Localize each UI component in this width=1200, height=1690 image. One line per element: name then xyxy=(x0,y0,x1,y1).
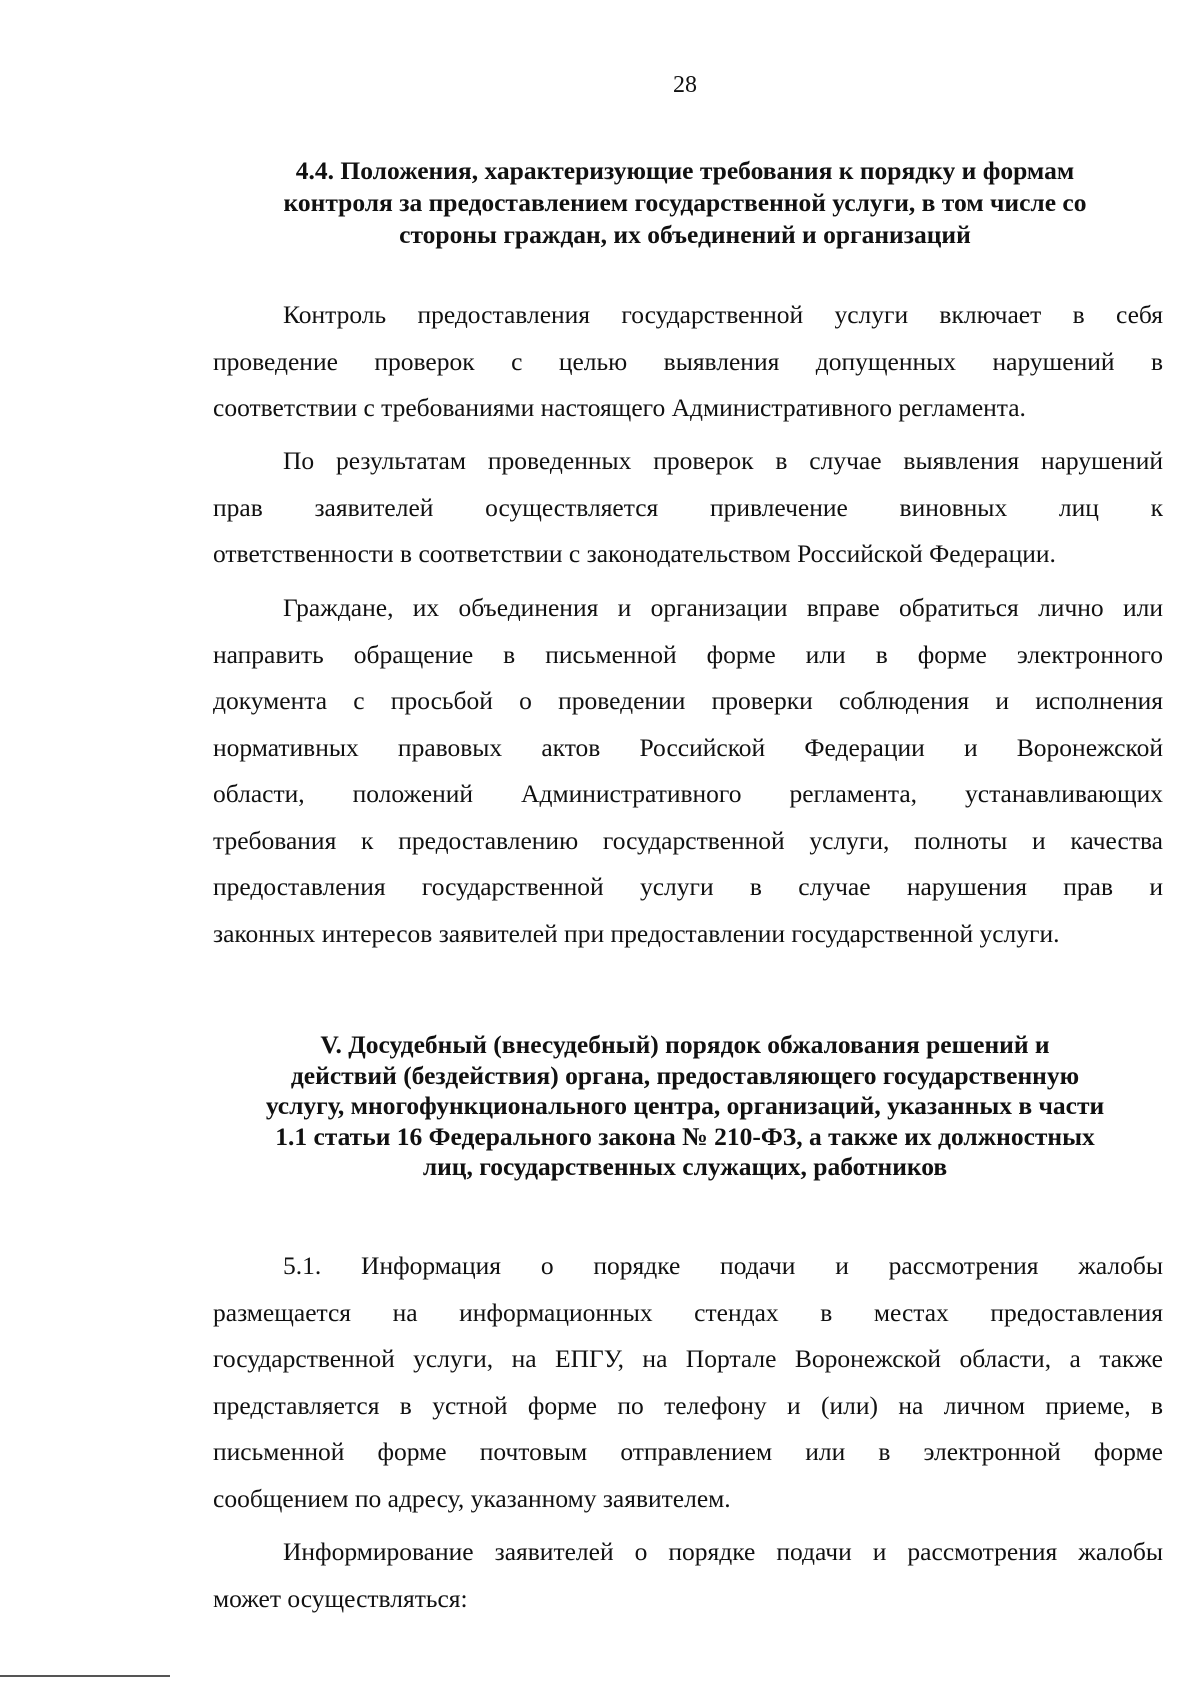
heading-line: V. Досудебный (внесудебный) порядок обжалования решений и xyxy=(320,1030,1050,1059)
text-line: проведение проверок с целью выявления допущенных нарушений в xyxy=(213,346,1163,376)
heading-line: лиц, государственных служащих, работников xyxy=(422,1152,948,1181)
paragraph-informing xyxy=(213,1529,1163,1622)
text-line: Граждане, их объединения и организации вправе обратиться лично или xyxy=(283,593,1163,622)
heading-line: 1.1 статьи 16 Федерального закона № 210-ФЗ, а также их должностных xyxy=(275,1121,1095,1151)
text-line: документа с просьбой о проведении проверки соблюдения и исполнения xyxy=(213,686,1163,715)
heading-line: услугу, многофункционального центра, организаций, указанных в части xyxy=(265,1091,1105,1120)
text-line: может осуществляться: xyxy=(213,1583,468,1613)
paragraph-control xyxy=(213,292,1163,432)
heading-line: действий (бездействия) органа, предоставляющего государственную xyxy=(290,1060,1080,1090)
paragraph-results xyxy=(213,438,1163,578)
footnote-divider xyxy=(0,1675,170,1677)
text-line: прав заявителей осуществляется привлечение виновных лиц к xyxy=(213,492,1163,522)
text-line: По результатам проведенных проверок в случае выявления нарушений xyxy=(283,446,1163,475)
text-line: Контроль предоставления государственной услуги включает в себя xyxy=(283,300,1163,329)
text-line: представляется в устной форме по телефону и (или) на личном приеме, в xyxy=(213,1390,1163,1420)
text-line: письменной форме почтовым отправлением или в электронной форме xyxy=(213,1437,1163,1466)
section-heading-4-4 xyxy=(210,155,1160,251)
text-line: соответствии с требованиями настоящего Административного регламента. xyxy=(213,393,1026,422)
text-line: размещается на информационных стендах в местах предоставления xyxy=(213,1297,1163,1327)
text-line: Информирование заявителей о порядке подачи и рассмотрения жалобы xyxy=(283,1537,1163,1566)
text-line: законных интересов заявителей при предоставлении государственной услуги. xyxy=(213,918,1060,948)
text-line: направить обращение в письменной форме или в форме электронного xyxy=(213,639,1163,669)
text-line: ответственности в соответствии с законодательством Российской Федерации. xyxy=(213,539,1056,568)
text-line: 5.1. Информация о порядке подачи и рассмотрения жалобы xyxy=(283,1251,1163,1280)
text-line: требования к предоставлению государственной услуги, полноты и качества xyxy=(213,825,1163,855)
heading-line: стороны граждан, их объединений и организаций xyxy=(399,220,971,249)
page-number: 28 xyxy=(673,72,697,98)
paragraph-5-1 xyxy=(213,1243,1163,1522)
paragraph-citizens xyxy=(213,585,1163,957)
text-line: сообщением по адресу, указанному заявителем. xyxy=(213,1483,731,1513)
text-line: области, положений Административного регламента, устанавливающих xyxy=(213,779,1163,808)
text-line: государственной услуги, на ЕПГУ, на Портале Воронежской области, а также xyxy=(213,1344,1163,1373)
heading-line: 4.4. Положения, характеризующие требования к порядку и формам xyxy=(295,156,1075,185)
heading-line: контроля за предоставлением государственной услуги, в том числе со xyxy=(283,188,1087,217)
section-heading-5 xyxy=(210,1030,1160,1183)
text-line: предоставления государственной услуги в случае нарушения прав и xyxy=(213,872,1163,901)
text-line: нормативных правовых актов Российской Федерации и Воронежской xyxy=(213,732,1163,762)
